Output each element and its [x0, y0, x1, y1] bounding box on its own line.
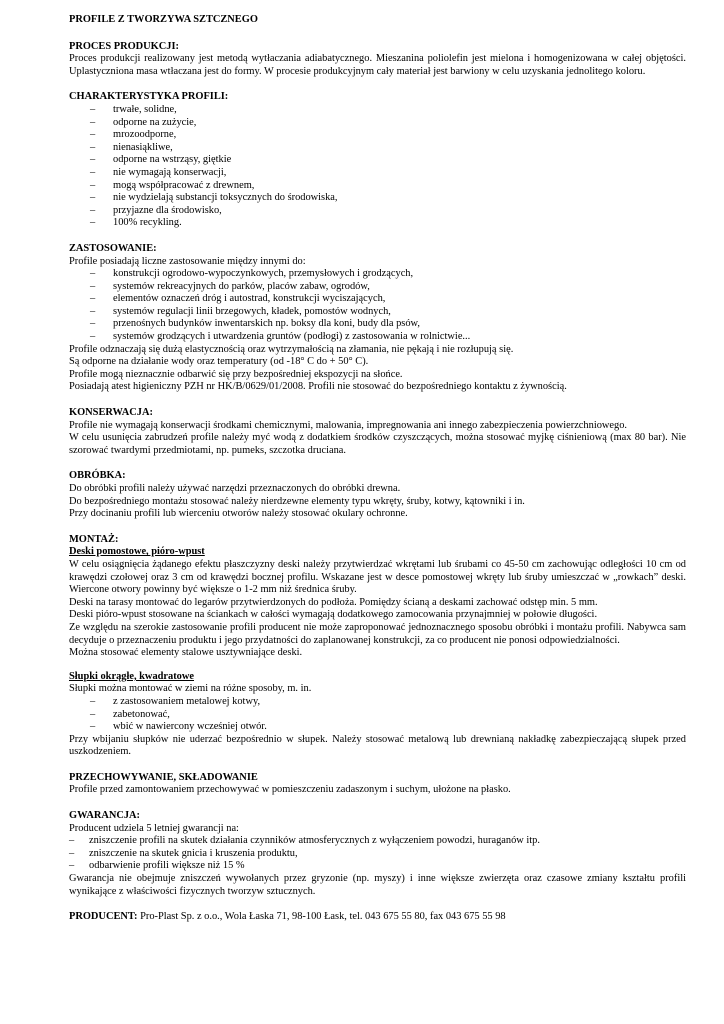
list-item: – systemów grodzących i utwardzenia gruntów (podłogi) z zastosowania w rolnictwie... — [69, 331, 686, 344]
section-obrobka — [69, 470, 686, 520]
document-title: PROFILE Z TWORZYWA SZTCZNEGO — [69, 14, 258, 25]
paragraph: W celu osiągnięcia żądanego efektu płaszczyzny deski należy przytwierdzać wkrętami lub śrubami co 45-50 cm zachowując odległości 10 cm od krawędzi czołowej oraz 3 cm od krawędzi bocznej profilu. Wskazane jest w desce pomostowej wkręty lub śruby umieszczać w „rowkach” deski. Wiercone otwory powinny być większe o 1-2 mm niż średnica śruby. — [69, 558, 686, 596]
paragraph: Proces produkcji realizowany jest metodą wytłaczania adiabatycznego. Mieszanina poliolefin jest mielona i homogenizowana w całej objętości. Uplastyczniona masa wtłaczana jest do formy. W procesie produkcyjnym cały materiał jest barwiony w celu uzyskania jednolitego koloru. — [69, 53, 686, 77]
list-item: – nienasiąkliwe, — [69, 142, 686, 155]
paragraph: Profile przed zamontowaniem przechowywać w pomieszczeniu zadaszonym i suchym, ułożone na płasko. — [69, 784, 511, 796]
list-item: – odporne na zużycie, — [69, 117, 686, 130]
section-charakterystyka — [69, 91, 686, 230]
paragraph: Profile posiadają liczne zastosowanie między innymi do: — [69, 255, 306, 267]
list-item: – systemów regulacji linii brzegowych, kładek, pomostów wodnych, — [69, 306, 686, 319]
list-item: – przenośnych budynków inwentarskich np. boksy dla koni, budy dla psów, — [69, 318, 686, 331]
list-item: – konstrukcji ogrodowo-wypoczynkowych, przemysłowych i grodzących, — [69, 268, 686, 281]
paragraph: Gwarancja nie obejmuje zniszczeń wywołanych przez gryzonie (np. myszy) i inne większe zwierzęta oraz czasowe zmiany kształtu profili wynikające z właściwości fizycznych tworzyw sztucznych. — [69, 873, 686, 897]
section-przechowywanie — [69, 772, 686, 797]
list-item: – nie wymagają konserwacji, — [69, 167, 686, 180]
list-item: – zniszczenie na skutek gnicia i kruszenia produktu, — [69, 848, 686, 861]
section-heading: CHARAKTERYSTYKA PROFILI: — [69, 91, 229, 103]
application-list — [69, 268, 686, 344]
list-item: – mrozoodporne, — [69, 129, 686, 142]
section-heading: KONSERWACJA: — [69, 407, 153, 419]
paragraph: Przy docinaniu profili lub wierceniu otworów należy stosować okulary ochronne. — [69, 508, 408, 520]
list-item: – trwałe, solidne, — [69, 104, 686, 117]
paragraph: Deski na tarasy montować do legarów przytwierdzonych do podłoża. Pomiędzy ścianą a deskami zachować odstęp min. 5 mm. — [69, 596, 598, 608]
paragraph: Profile odznaczają się dużą elastycznością oraz wytrzymałością na złamania, nie pękają i nie rozłupują się. — [69, 343, 514, 355]
paragraph: Do obróbki profili należy używać narzędzi przeznaczonych do obróbki drewna. — [69, 483, 401, 494]
section-heading: GWARANCJA: — [69, 810, 140, 822]
section-gwarancja — [69, 810, 686, 898]
list-item: – przyjazne dla środowisko, — [69, 205, 686, 218]
paragraph: Słupki można montować w ziemi na różne sposoby, m. in. — [69, 683, 312, 695]
paragraph: W celu usunięcia zabrudzeń profile należy myć wodą z dodatkiem środków czyszczących, można stosować myjkę ciśnieniową (max 80 bar). Nie szorować twardymi przedmiotami, np. pumeks, szczotka druciana. — [69, 432, 686, 456]
paragraph: Do bezpośredniego montażu stosować należy nierdzewne elementy typu wkręty, śruby, kotwy, kątowniki i in. — [69, 495, 525, 507]
paragraph: Posiadają atest higieniczny PZH nr HK/B/0629/01/2008. Profili nie stosować do bezpośredniego kontaktu z żywnością. — [69, 381, 567, 393]
section-montaz — [69, 534, 686, 759]
section-heading: MONTAŻ: — [69, 533, 119, 545]
paragraph: Profile nie wymagają konserwacji środkami chemicznymi, malowania, impregnowania ani innego zabezpieczenia powierzchniowego. — [69, 419, 627, 431]
section-heading: PROCES PRODUKCJI: — [69, 40, 179, 52]
producer-label: PRODUCENT: — [69, 911, 138, 923]
list-item: – 100% recykling. — [69, 217, 686, 230]
paragraph: Ze względu na szerokie zastosowanie profili producent nie może zaproponować jednoznacznego sposobu obróbki i montażu profili. Nabywca sam decyduje o przeznaczeniu produktu i jego przydatności do zaplanowanej konstrukcji, za co producent nie ponosi odpowiedzialności. — [69, 621, 686, 646]
list-item: – odbarwienie profili większe niż 15 % — [69, 860, 686, 873]
subsection-heading: Słupki okrągłe, kwadratowe — [69, 670, 194, 682]
section-konserwacja — [69, 407, 686, 457]
list-item: – zabetonować, — [69, 709, 686, 722]
producer-details: Pro-Plast Sp. z o.o., Wola Łaska 71, 98-100 Łask, tel. 043 675 55 80, fax 043 675 55 98 — [137, 911, 506, 923]
list-item: – zniszczenie profili na skutek działania czynników atmosferycznych z wyłączeniem powodzi, huraganów itp. — [69, 835, 686, 848]
list-item: – wbić w nawiercony wcześniej otwór. — [69, 721, 686, 734]
section-zastosowanie — [69, 243, 686, 394]
warranty-list — [69, 835, 686, 873]
list-item: – nie wydzielają substancji toksycznych do środowiska, — [69, 192, 686, 205]
list-item: – elementów oznaczeń dróg i autostrad, konstrukcji wyciszających, — [69, 293, 686, 306]
list-item: – mogą współpracować z drewnem, — [69, 180, 686, 193]
paragraph: Profile mogą nieznacznie odbarwić się przy bezpośredniej ekspozycji na słońce. — [69, 368, 403, 380]
feature-list — [69, 104, 686, 230]
paragraph: Przy wbijaniu słupków nie uderzać bezpośrednio w słupek. Należy stosować metalową lub drewnianą nakładkę zabezpieczającą słupek przed uszkodzeniem. — [69, 733, 686, 758]
list-item: – odporne na wstrząsy, giętkie — [69, 154, 686, 167]
section-heading: PRZECHOWYWANIE, SKŁADOWANIE — [69, 771, 258, 783]
paragraph: Są odporne na działanie wody oraz temperatury (od -18° C do + 50° C). — [69, 356, 369, 368]
section-proces — [69, 41, 686, 79]
section-heading: ZASTOSOWANIE: — [69, 242, 157, 254]
section-heading: OBRÓBKA: — [69, 470, 126, 482]
spacer — [69, 660, 686, 671]
producer-line — [69, 911, 686, 924]
mounting-list — [69, 696, 686, 734]
list-item: – systemów rekreacyjnych do parków, placów zabaw, ogrodów, — [69, 281, 686, 294]
list-item: – z zastosowaniem metalowej kotwy, — [69, 696, 686, 709]
paragraph: Można stosować elementy stalowe usztywniające deski. — [69, 647, 303, 659]
subsection-heading: Deski pomostowe, pióro-wpust — [69, 546, 205, 558]
paragraph: Deski pióro-wpust stosowane na ściankach w całości wymagają dodatkowego zamocowania przynajmniej w połowie długości. — [69, 609, 598, 621]
paragraph: Producent udziela 5 letniej gwarancji na: — [69, 822, 239, 834]
